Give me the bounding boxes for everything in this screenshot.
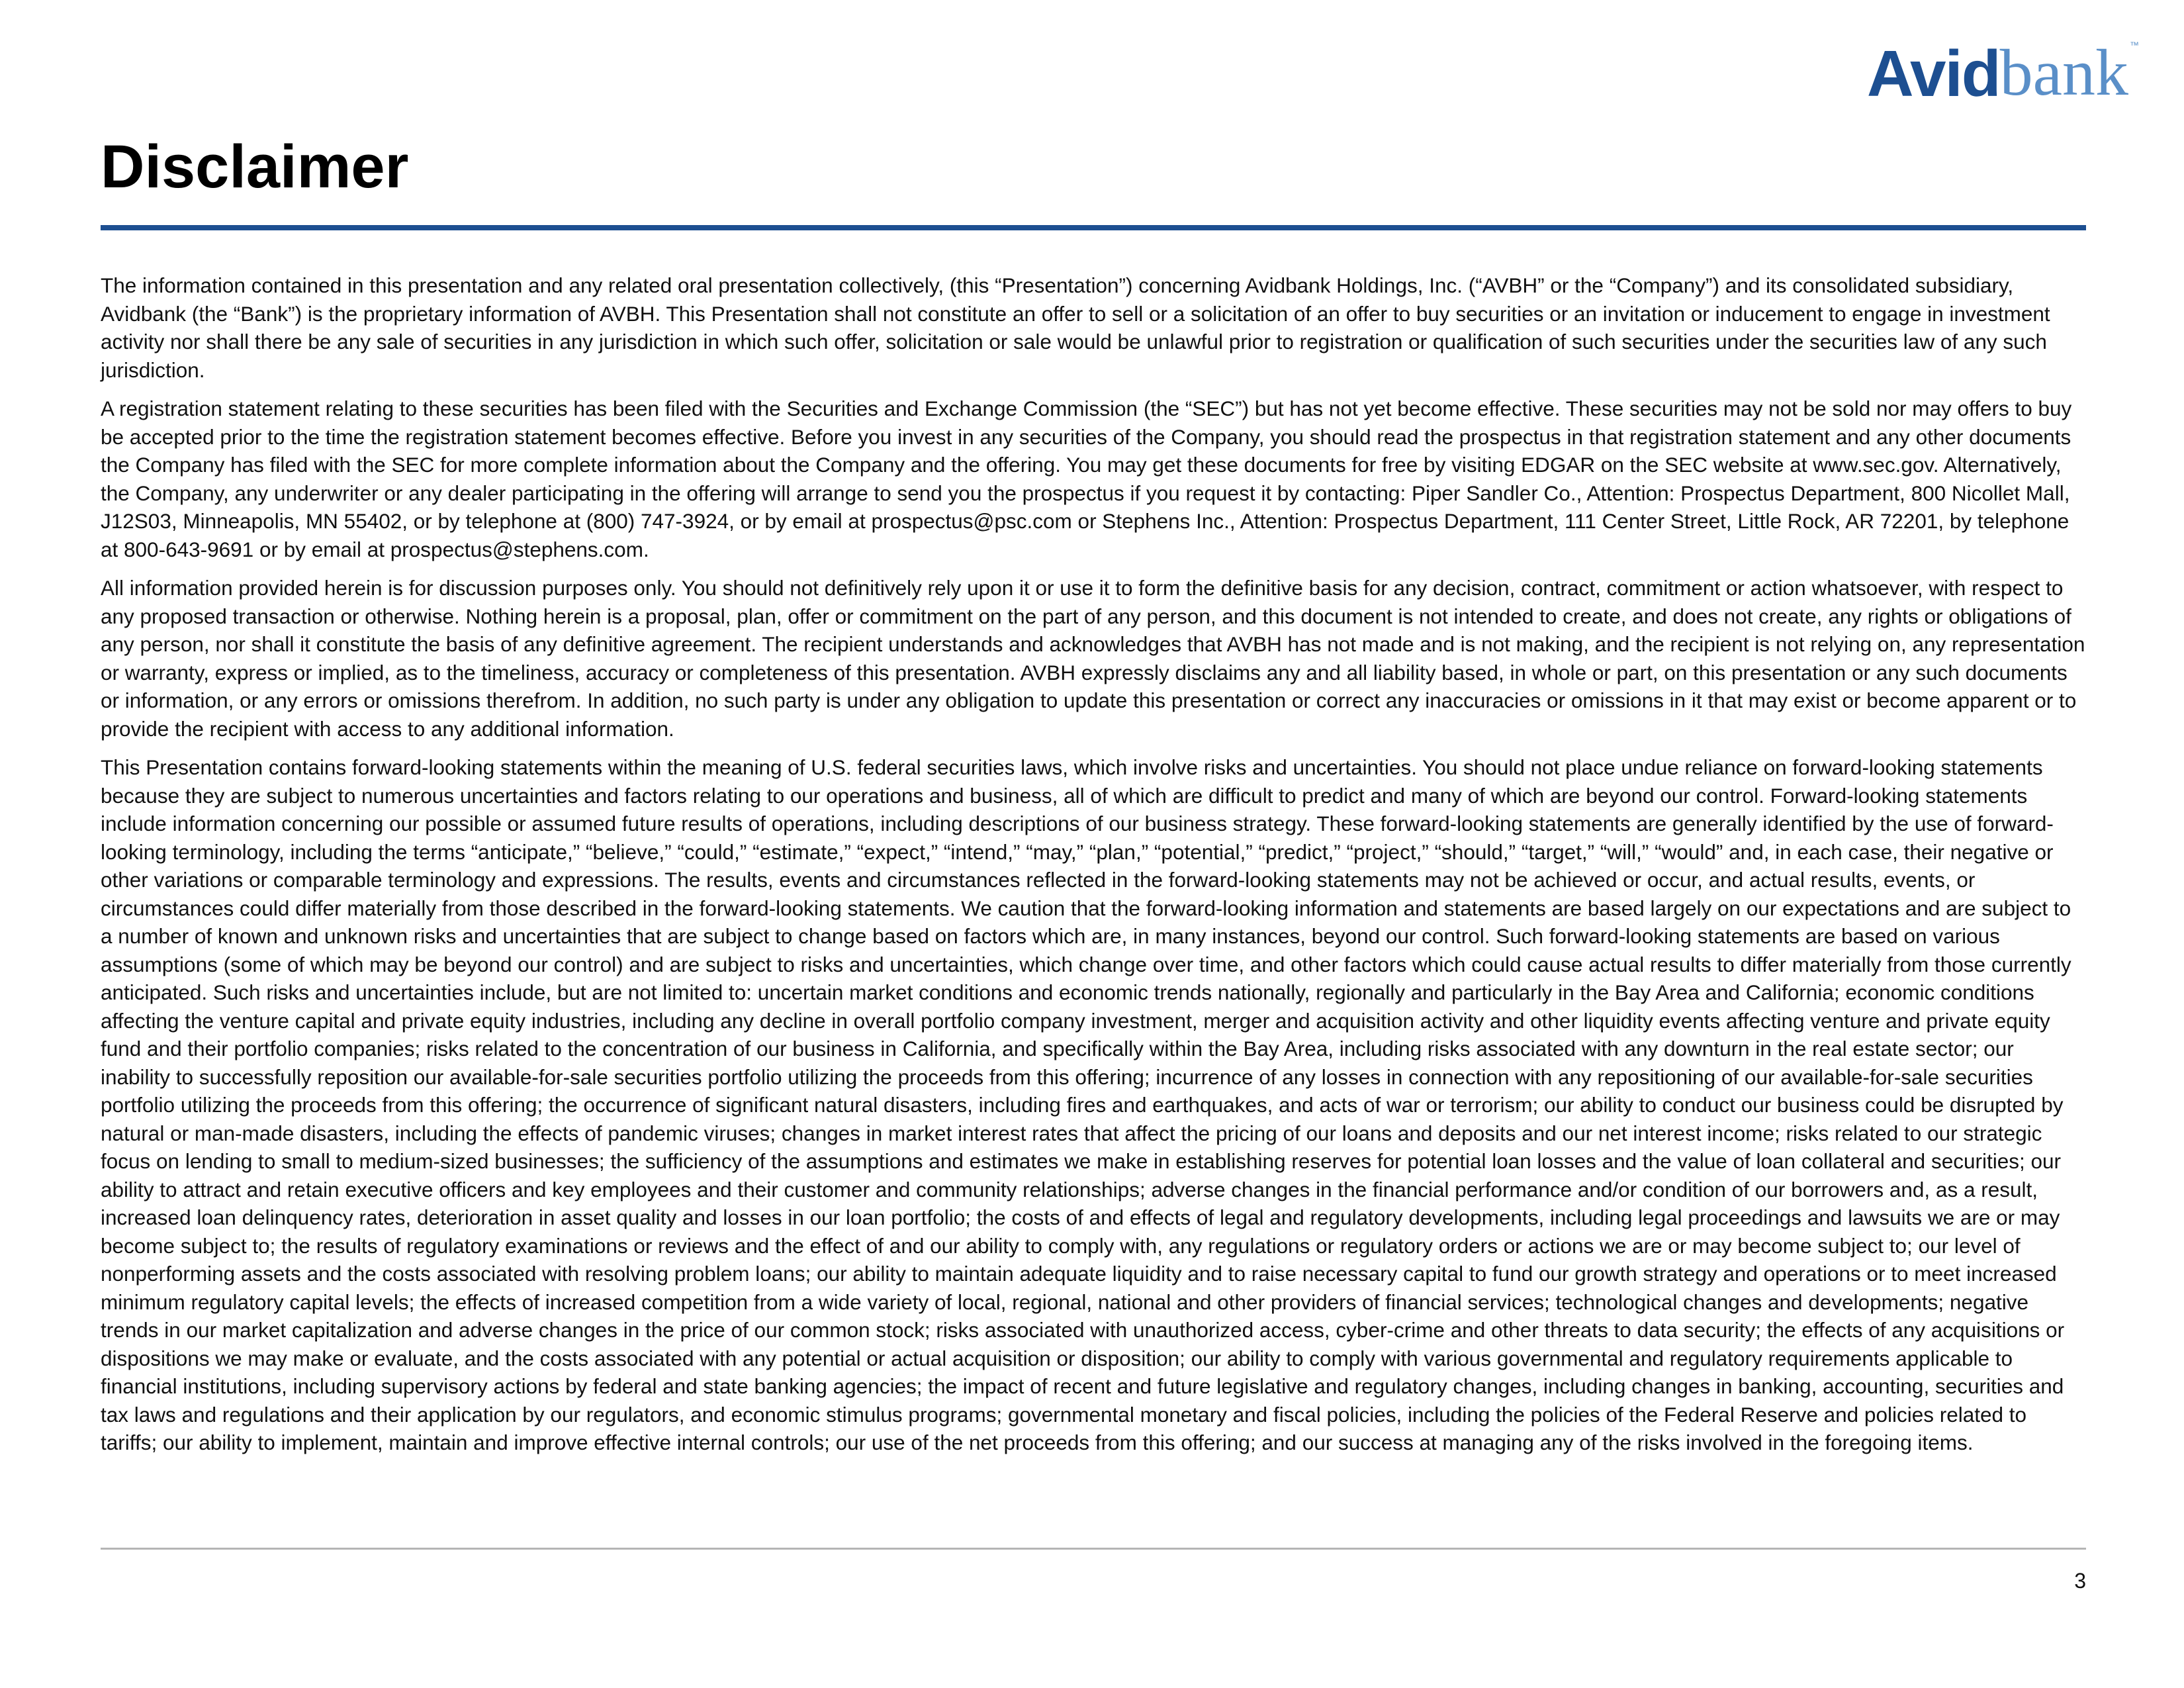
page-title: Disclaimer xyxy=(101,133,409,201)
paragraph-presentation-info: The information contained in this presentation and any related oral presentation collectively, (this “Presentation”) concerning Avidbank Holdings, Inc. (“AVBH” or the “Company”) and its consolidated subsidiary, Avidbank (the “Bank”) is the proprietary information of AVBH. This Presentation shall not constitute an offer to sell or a solicitation of an offer to buy securities or an invitation or inducement to engage in investment activity nor shall there be any sale of securities in any jurisdiction in which such offer, solicitation or sale would be unlawful prior to registration or qualification of such securities under the securities law of any such jurisdiction. xyxy=(101,273,2050,382)
disclaimer-body xyxy=(101,271,2086,1468)
logo-text-bank: bank xyxy=(1999,36,2128,109)
logo-trademark: ™ xyxy=(2130,40,2139,50)
avidbank-logo xyxy=(1866,36,2139,110)
paragraph-forward-looking-statements: This Presentation contains forward-looking statements within the meaning of U.S. federal securities laws, which involve risks and uncertainties. You should not place undue reliance on forward-looking statements because they are subject to numerous uncertainties and factors relating to our operations and business, all of which are difficult to predict and many of which are beyond our control. Forward-looking statements include information concerning our possible or assumed future results of operations, including descriptions of our business strategy. These forward-looking statements are generally identified by the use of forward-looking terminology, including the terms “anticipate,” “believe,” “could,” “estimate,” “expect,” “intend,” “may,” “plan,” “potential,” “predict,” “project,” “should,” “target,” “will,” “would” and, in each case, their negative or other variations or comparable terminology and expressions. The results, events and circumstances reflected in the forward-looking statements may not be achieved or occur, and actual results, events, or circumstances could differ materially from those described in the forward-looking statements. We caution that the forward-looking information and statements are based largely on our expectations and are subject to a number of known and unknown risks and uncertainties that are subject to change based on factors which are, in many instances, beyond our control. Such forward-looking statements are based on various assumptions (some of which may be beyond our control) and are subject to risks and uncertainties, which change over time, and other factors which could cause actual results to differ materially from those currently anticipated. Such risks and uncertainties include, but are not limited to: uncertain market conditions and economic trends nationally, regionally and particularly in the Bay Area and California; economic conditions affecting the venture capital and private equity industries, including any decline in overall portfolio company investment, merger and acquisition activity and other liquidity events affecting venture and private equity fund and their portfolio companies; risks related to the concentration of our business in California, and specifically within the Bay Area, including risks associated with any downturn in the real estate sector; our inability to successfully reposition our available-for-sale securities portfolio utilizing the proceeds from this offering; incurrence of any losses in connection with any repositioning of our available-for-sale securities portfolio utilizing the proceeds from this offering; the occurrence of significant natural disasters, including fires and earthquakes, and acts of war or terrorism; our ability to conduct our business could be disrupted by natural or man-made disasters, including the effects of pandemic viruses; changes in market interest rates that affect the pricing of our loans and deposits and our net interest income; risks related to our strategic focus on lending to small to medium-sized businesses; the sufficiency of the assumptions and estimates we make in establishing reserves for potential loan losses and the value of loan collateral and securities; our ability to attract and retain executive officers and key employees and their customer and community relationships; adverse changes in the financial performance and/or condition of our borrowers and, as a result, increased loan delinquency rates, deterioration in asset quality and losses in our loan portfolio; the costs of and effects of legal and regulatory developments, including legal proceedings and lawsuits we are or may become subject to; the results of regulatory examinations or reviews and the effect of and our ability to comply with, any regulations or regulatory orders or actions we are or may become subject to; our level of nonperforming assets and the costs associated with resolving problem loans; our ability to maintain adequate liquidity and to raise necessary capital to fund our growth strategy and operations or to meet increased minimum regulatory capital levels; the effects of increased competition from a wide variety of local, regional, national and other providers of financial services; technological changes and developments; negative trends in our market capitalization and adverse changes in the price of our common stock; risks associated with unauthorized access, cyber-crime and other threats to data security; the effects of any acquisitions or dispositions we may make or evaluate, and the costs associated with any potential or actual acquisition or disposition; our ability to comply with various governmental and regulatory requirements applicable to financial institutions, including supervisory actions by federal and state banking agencies; the impact of recent and future legislative and regulatory changes, including changes in banking, accounting, securities and tax laws and regulations and their application by our regulators, and economic stimulus programs; governmental monetary and fiscal policies, including the policies of the Federal Reserve and policies related to tariffs; our ability to implement, maintain and improve effective internal controls; our use of the net proceeds from this offering; and our success at managing any of the risks involved in the foregoing items. xyxy=(101,755,2071,1454)
paragraph-registration-statement: A registration statement relating to these securities has been filed with the Securities and Exchange Commission (the “SEC”) but has not yet become effective. These securities may not be sold nor may offers to buy be accepted prior to the time the registration statement becomes effective. Before you invest in any securities of the Company, you should read the prospectus in that registration statement and any other documents the Company has filed with the SEC for more complete information about the Company and the offering. You may get these documents for free by visiting EDGAR on the SEC website at www.sec.gov. Alternatively, the Company, any underwriter or any dealer participating in the offering will arrange to send you the prospectus if you request it by contacting: Piper Sandler Co., Attention: Prospectus Department, 800 Nicollet Mall, J12S03, Minneapolis, MN 55402, or by telephone at (800) 747-3924, or by email at prospectus@psc.com or Stephens Inc., Attention: Prospectus Department, 111 Center Street, Little Rock, AR 72201, by telephone at 800-643-9691 or by email at prospectus@stephens.com. xyxy=(101,397,2072,561)
logo-text-avid: Avid xyxy=(1866,37,2000,110)
paragraph-discussion-purposes: All information provided herein is for discussion purposes only. You should not definitively rely upon it or use it to form the definitive basis for any decision, contract, commitment or action whatsoever, with respect to any proposed transaction or otherwise. Nothing herein is a proposal, plan, offer or commitment on the part of any person, and this document is not intended to create, and does not create, any rights or obligations of any person, nor shall it constitute the basis of any definitive agreement. The recipient understands and acknowledges that AVBH has not made and is not making, and the recipient is not relying on, any representation or warranty, express or implied, as to the timeliness, accuracy or completeness of this presentation. AVBH expressly disclaims any and all liability based, in whole or part, on this presentation or any such documents or information, or any errors or omissions therefrom. In addition, no such party is under any obligation to update this presentation or correct any inaccuracies or omissions in it that may exist or become apparent or to provide the recipient with access to any additional information. xyxy=(101,576,2085,741)
title-divider xyxy=(101,225,2086,230)
footer-divider xyxy=(101,1548,2086,1550)
page-number: 3 xyxy=(2074,1569,2086,1593)
